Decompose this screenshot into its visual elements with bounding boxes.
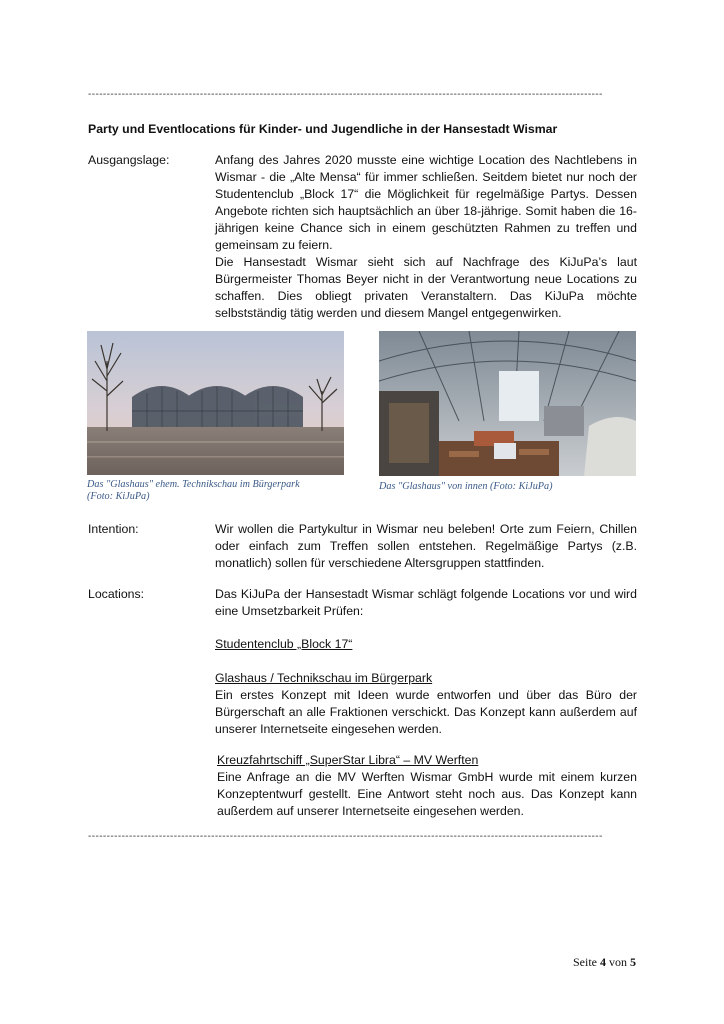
intention-label: Intention: xyxy=(88,522,139,536)
page-of-label: von xyxy=(609,955,627,969)
location-3-heading: Kreuzfahrtschiff „SuperStar Libra“ – MV Werften xyxy=(217,753,479,767)
left-photo-caption-line-2: (Foto: KiJuPa) xyxy=(87,490,150,502)
total-pages: 5 xyxy=(630,955,636,969)
ausgangslage-paragraph-1: Anfang des Jahres 2020 musste eine wichtige Location des Nachtlebens in Wismar - die „Alte Mensa“ für immer schließen. Seitdem bietet nur noch der Studentenclub „Block 17“ die Möglichkeit für regelmäßige Partys. Dessen Angebote richten sich hauptsächlich an über 18-jährige. Somit haben die 16-jährigen keine Chance sich in einem geschützten Rahmen zu treffen und gemeinsam zu feiern. xyxy=(215,153,637,252)
left-photo-caption xyxy=(87,479,300,502)
locations-intro: Das KiJuPa der Hansestadt Wismar schlägt folgende Locations vor und wird eine Umsetzbarkeit Prüfen: xyxy=(215,587,637,618)
current-page: 4 xyxy=(600,955,606,969)
ausgangslage-text xyxy=(215,152,637,322)
ausgangslage-label: Ausgangslage: xyxy=(88,153,170,167)
location-3-text: Eine Anfrage an die MV Werften Wismar GmbH wurde mit einem kurzen Konzeptentwurf gestellt. Eine Antwort steht noch aus. Das Konzept kann außerdem auf unserer Internetseite eingesehen werden. xyxy=(217,770,637,818)
glashaus-exterior-photo xyxy=(87,331,344,475)
location-2-heading: Glashaus / Technikschau im Bürgerpark xyxy=(215,671,433,685)
bottom-separator: ------------------------------------------------------------------------------------------------------------------------------------------ xyxy=(88,831,603,842)
page-number xyxy=(573,955,636,970)
page-label: Seite xyxy=(573,955,597,969)
glashaus-interior-photo xyxy=(379,331,636,476)
document-title: Party und Eventlocations für Kinder- und Jugendliche in der Hansestadt Wismar xyxy=(88,122,558,136)
left-photo-caption-line-1: Das "Glashaus" ehem. Technikschau im Bürgerpark xyxy=(87,479,300,490)
locations-label: Locations: xyxy=(88,587,145,601)
location-2-text: Ein erstes Konzept mit Ideen wurde entworfen und über das Büro der Bürgerschaft an alle Fraktionen verschickt. Das Konzept kann außerdem auf unserer Internetseite eingesehen werden. xyxy=(215,688,637,736)
right-photo-caption: Das "Glashaus" von innen (Foto: KiJuPa) xyxy=(379,481,553,492)
ausgangslage-paragraph-2: Die Hansestadt Wismar sieht sich auf Nachfrage des KiJuPa’s laut Bürgermeister Thomas Beyer nicht in der Verantwortung neue Locations zu schaffen. Dies obliegt privaten Veranstaltern. Das KiJuPa möchte selbstständig tätig werden und diesem Mangel entgegenwirken. xyxy=(215,255,637,320)
intention-text: Wir wollen die Partykultur in Wismar neu beleben! Orte zum Feiern, Chillen oder einfach zum Treffen sollen entstehen. Regelmäßige Partys (z.B. monatlich) sollen für verschiedene Altersgruppen stattfinden. xyxy=(215,522,637,570)
top-separator: ------------------------------------------------------------------------------------------------------------------------------------------ xyxy=(88,89,603,100)
location-1-heading: Studentenclub „Block 17“ xyxy=(215,637,353,651)
